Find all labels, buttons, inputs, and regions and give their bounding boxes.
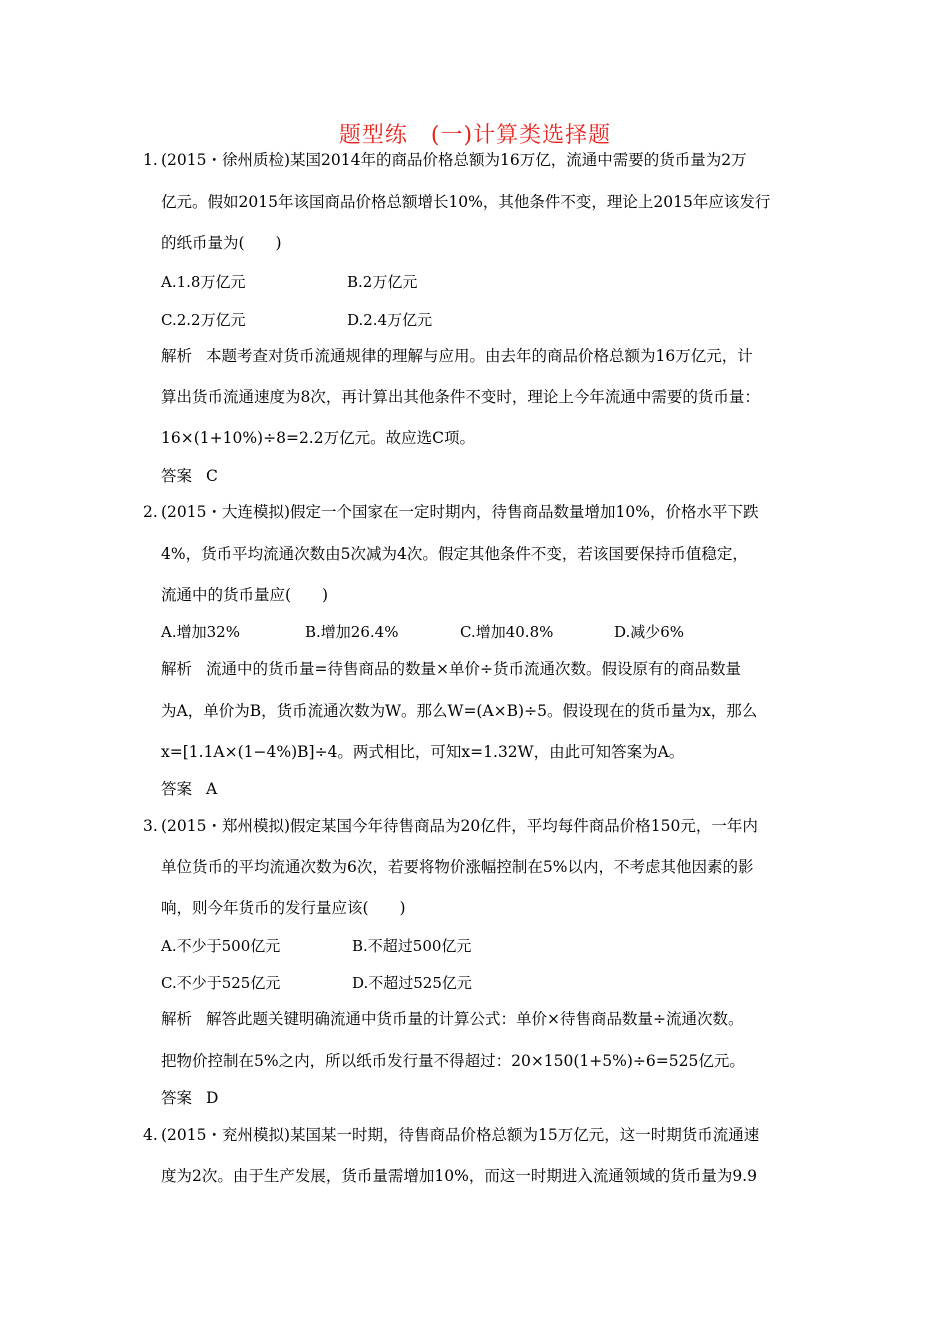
analysis-label: 解析	[161, 347, 193, 365]
answer-line	[161, 466, 218, 486]
answer-line	[161, 1088, 218, 1108]
option-a[interactable]: A.增加32%	[161, 623, 240, 641]
option-b[interactable]: B.2万亿元	[347, 273, 418, 291]
answer-label: 答案	[161, 1089, 193, 1107]
question-stem-line: (2015・郑州模拟)假定某国今年待售商品为20亿件，平均每件商品价格150元，一年内	[161, 817, 758, 835]
option-a[interactable]: A.不少于500亿元	[161, 937, 281, 955]
analysis-line: 把物价控制在5%之内，所以纸币发行量不得超过：20×150(1+5%)÷6=525亿元。	[161, 1052, 745, 1070]
question-stem-line: (2015・徐州质检)某国2014年的商品价格总额为16万亿，流通中需要的货币量为2万	[161, 151, 747, 169]
analysis-line: 16×(1+10%)÷8=2.2万亿元。故应选C项。	[161, 429, 475, 447]
analysis-line	[161, 659, 741, 679]
question-stem-line: 单位货币的平均流通次数为6次，若要将物价涨幅控制在5%以内，不考虑其他因素的影	[161, 858, 754, 876]
option-d[interactable]: D.减少6%	[614, 623, 685, 641]
question-stem-line: 亿元。假如2015年该国商品价格总额增长10%，其他条件不变，理论上2015年应该发行	[161, 193, 771, 211]
question-number: 3.	[143, 817, 158, 835]
answer-line	[161, 779, 217, 799]
question-stem-line: 响，则今年货币的发行量应该( )	[161, 899, 406, 917]
question-number: 1.	[143, 151, 158, 169]
question-stem-line: 流通中的货币量应( )	[161, 586, 329, 604]
option-d[interactable]: D.2.4万亿元	[347, 311, 433, 329]
option-b[interactable]: B.增加26.4%	[305, 623, 399, 641]
analysis-label: 解析	[161, 660, 193, 678]
analysis-line	[161, 346, 753, 366]
answer-value: C	[206, 467, 218, 485]
option-c[interactable]: C.不少于525亿元	[161, 974, 281, 992]
option-c[interactable]: C.2.2万亿元	[161, 311, 246, 329]
answer-label: 答案	[161, 467, 193, 485]
question-number: 2.	[143, 503, 158, 521]
analysis-line	[161, 1009, 744, 1029]
analysis-label: 解析	[161, 1010, 193, 1028]
question-stem-line: 的纸币量为( )	[161, 234, 282, 252]
answer-value: A	[206, 780, 218, 798]
analysis-line: 为A，单价为B，货币流通次数为W。那么W=(A×B)÷5。假设现在的货币量为x，那么	[161, 702, 758, 720]
question-stem-line: 度为2次。由于生产发展，货币量需增加10%，而这一时期进入流通领域的货币量为9.9	[161, 1167, 757, 1185]
analysis-line: 算出货币流通速度为8次，再计算出其他条件不变时，理论上今年流通中需要的货币量：	[161, 388, 760, 406]
analysis-line: x=[1.1A×(1−4%)B]÷4。两式相比，可知x=1.32W，由此可知答案为A。	[161, 743, 685, 761]
analysis-text: 流通中的货币量=待售商品的数量×单价÷货币流通次数。假设原有的商品数量	[206, 660, 741, 678]
option-a[interactable]: A.1.8万亿元	[161, 273, 246, 291]
answer-value: D	[206, 1089, 219, 1107]
question-stem-line: (2015・大连模拟)假定一个国家在一定时期内，待售商品数量增加10%，价格水平下跌	[161, 503, 759, 521]
analysis-text: 本题考查对货币流通规律的理解与应用。由去年的商品价格总额为16万亿元，计	[206, 347, 753, 365]
question-number: 4.	[143, 1126, 158, 1144]
answer-label: 答案	[161, 780, 193, 798]
page-title: 题型练 (一)计算类选择题	[338, 123, 612, 148]
question-stem-line: (2015・兖州模拟)某国某一时期，待售商品价格总额为15万亿元，这一时期货币流通速	[161, 1126, 760, 1144]
analysis-text: 解答此题关键明确流通中货币量的计算公式：单价×待售商品数量÷流通次数。	[206, 1010, 744, 1028]
question-stem-line: 4%，货币平均流通次数由5次减为4次。假定其他条件不变，若该国要保持币值稳定，	[161, 545, 748, 563]
option-c[interactable]: C.增加40.8%	[460, 623, 554, 641]
option-d[interactable]: D.不超过525亿元	[352, 974, 472, 992]
option-b[interactable]: B.不超过500亿元	[352, 937, 472, 955]
